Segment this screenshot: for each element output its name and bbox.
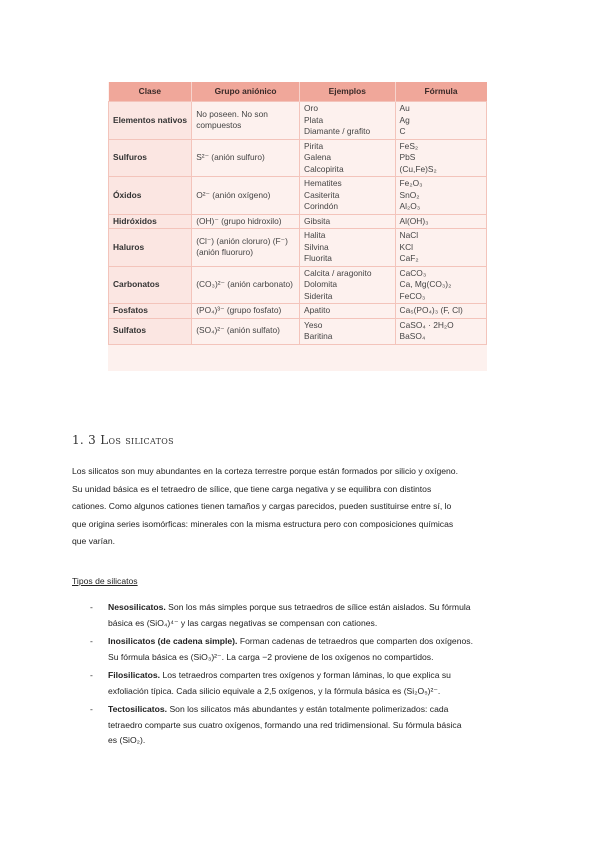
table-row bbox=[109, 318, 487, 344]
ejemplo-item: Siderita bbox=[304, 290, 333, 301]
ejemplo-item: Silvina bbox=[304, 241, 329, 252]
paragraph-line: Los silicatos son muy abundantes en la corteza terrestre porque están formados por silicio y oxígeno. bbox=[72, 466, 458, 476]
table-row bbox=[109, 102, 487, 140]
table-row bbox=[109, 177, 487, 215]
cell-grupo: (SO₄)²⁻ (anión sulfato) bbox=[192, 318, 300, 344]
table-row bbox=[109, 304, 487, 319]
formula-item: Fe₂O₃ bbox=[399, 178, 423, 188]
formula-item: C bbox=[399, 126, 406, 136]
cell-formula bbox=[395, 102, 486, 140]
bullet-text: tetraedro comparte sus cuatro oxígenos, formando una red tridimensional. Su fórmula básica bbox=[108, 719, 462, 730]
cell-ejemplos bbox=[300, 266, 396, 304]
header-grupo: Grupo aniónico bbox=[192, 82, 300, 102]
silicate-types-list bbox=[90, 600, 540, 752]
ejemplo-item: Gibsita bbox=[304, 215, 331, 226]
cell-clase: Sulfuros bbox=[109, 139, 192, 177]
cell-grupo: No poseen. No son compuestos bbox=[192, 102, 300, 140]
cell-ejemplos bbox=[300, 177, 396, 215]
formula-item: Au bbox=[399, 103, 410, 113]
cell-formula bbox=[395, 304, 486, 319]
bullet-text: exfoliación típica. Cada silicio equivale a 2,5 oxígenos, y la fórmula básica es (Si₂O₅)²⁻. bbox=[108, 685, 441, 696]
cell-clase: Óxidos bbox=[109, 177, 192, 215]
paragraph-line: cationes. Como algunos cationes tienen tamaños y cargas parecidos, pueden sustituirse entre sí, lo bbox=[72, 501, 452, 512]
header-formula: Fórmula bbox=[395, 82, 486, 102]
paragraph-line: que origina series isomórficas: minerales con la misma estructura pero con composiciones químicas bbox=[72, 518, 454, 529]
cell-grupo: (OH)⁻ (grupo hidroxilo) bbox=[192, 214, 300, 229]
cell-ejemplos bbox=[300, 304, 396, 319]
formula-item: CaF₂ bbox=[399, 253, 419, 263]
list-item bbox=[90, 668, 540, 699]
table-row bbox=[109, 229, 487, 267]
ejemplo-item: Baritina bbox=[304, 331, 333, 341]
table-row bbox=[109, 139, 487, 177]
cell-formula bbox=[395, 214, 486, 229]
mineral-classes-table bbox=[108, 82, 487, 345]
paragraph-line: que varían. bbox=[72, 536, 115, 547]
cell-grupo: (Cl⁻) (anión cloruro) (F⁻) (anión fluoruro) bbox=[192, 229, 300, 267]
ejemplo-item: Halita bbox=[304, 230, 326, 240]
cell-clase: Sulfatos bbox=[109, 318, 192, 344]
cell-formula bbox=[395, 266, 486, 304]
cell-ejemplos bbox=[300, 229, 396, 267]
formula-item: CaCO₃ bbox=[399, 267, 427, 278]
cell-ejemplos bbox=[300, 318, 396, 344]
formula-item: Al₂O₃ bbox=[399, 201, 421, 211]
formula-item: (Cu,Fe)S₂ bbox=[399, 163, 437, 174]
formula-item: FeS₂ bbox=[399, 140, 419, 151]
table-row bbox=[109, 214, 487, 229]
bullet-term: Tectosilicatos. bbox=[108, 704, 168, 714]
cell-ejemplos bbox=[300, 102, 396, 140]
cell-formula bbox=[395, 318, 486, 344]
cell-grupo: O²⁻ (anión oxígeno) bbox=[192, 177, 300, 215]
ejemplo-item: Pirita bbox=[304, 140, 324, 151]
header-ejemplos: Ejemplos bbox=[300, 82, 396, 102]
cell-grupo: (CO₃)²⁻ (anión carbonato) bbox=[192, 266, 300, 304]
bullet-dash: - bbox=[90, 704, 93, 714]
cell-clase: Hidróxidos bbox=[109, 214, 192, 229]
bullet-text: Los tetraedros comparten tres oxígenos y forman láminas, lo que explica su bbox=[160, 670, 451, 680]
cell-grupo: (PO₄)³⁻ (grupo fosfato) bbox=[192, 304, 300, 319]
list-item bbox=[90, 702, 540, 749]
ejemplo-item: Apatito bbox=[304, 305, 331, 315]
bullet-text: Su fórmula básica es (SiO₃)²⁻. La carga −2 proviene de los oxígenos no compartidos. bbox=[108, 651, 434, 662]
cell-formula bbox=[395, 177, 486, 215]
formula-item: Ca, Mg(CO₃)₂ bbox=[399, 279, 452, 289]
subheading-tipos: Tipos de silicatos bbox=[72, 576, 138, 586]
table-header-row bbox=[109, 82, 487, 102]
ejemplo-item: Oro bbox=[304, 103, 318, 113]
section-title: 1. 3 Los silicatos bbox=[72, 433, 174, 447]
bullet-dash: - bbox=[90, 602, 93, 612]
formula-item: NaCl bbox=[399, 230, 419, 240]
cell-ejemplos bbox=[300, 214, 396, 229]
bullet-dash: - bbox=[90, 670, 93, 680]
formula-item: FeCO₃ bbox=[399, 290, 426, 301]
formula-item: Ag bbox=[399, 114, 410, 125]
formula-item: BaSO₄ bbox=[399, 331, 426, 341]
bullet-text: básica es (SiO₄)⁴⁻ y las cargas negativas se compensan con cationes. bbox=[108, 617, 378, 628]
formula-item: SnO₂ bbox=[399, 189, 420, 200]
intro-paragraph bbox=[72, 463, 532, 551]
bullet-term: Filosilicatos. bbox=[108, 670, 161, 680]
cell-clase: Fosfatos bbox=[109, 304, 192, 319]
bullet-term: Inosilicatos (de cadena simple). bbox=[108, 636, 238, 646]
formula-item: PbS bbox=[399, 152, 416, 162]
ejemplo-item: Calcita / aragonito bbox=[304, 267, 372, 278]
cell-clase: Carbonatos bbox=[109, 266, 192, 304]
formula-item: KCl bbox=[399, 241, 414, 252]
header-clase: Clase bbox=[109, 82, 192, 102]
bullet-text: Forman cadenas de tetraedros que comparten dos oxígenos. bbox=[237, 636, 473, 646]
formula-item: Ca₅(PO₄)₃ (F, Cl) bbox=[399, 305, 463, 315]
ejemplo-item: Hematites bbox=[304, 178, 342, 188]
bullet-text: Son los silicatos más abundantes y están totalmente polimerizados: cada bbox=[167, 704, 449, 714]
cell-clase: Elementos nativos bbox=[109, 102, 192, 140]
bullet-text: Son los más simples porque sus tetraedros de sílice están aislados. Su fórmula bbox=[165, 602, 471, 612]
ejemplo-item: Dolomita bbox=[304, 279, 338, 289]
list-item bbox=[90, 634, 540, 665]
bullet-term: Nesosilicatos. bbox=[108, 602, 166, 612]
ejemplo-item: Diamante / grafito bbox=[304, 126, 371, 136]
bullet-text: es (SiO₂). bbox=[108, 735, 146, 745]
table-row bbox=[109, 266, 487, 304]
ejemplo-item: Plata bbox=[304, 114, 324, 125]
ejemplo-item: Yeso bbox=[304, 319, 323, 330]
formula-item: Al(OH)₃ bbox=[399, 215, 429, 226]
ejemplo-item: Corindón bbox=[304, 201, 339, 211]
list-item bbox=[90, 600, 540, 631]
bullet-dash: - bbox=[90, 636, 93, 646]
formula-item: CaSO₄ · 2H₂O bbox=[399, 319, 454, 330]
cell-clase: Haluros bbox=[109, 229, 192, 267]
ejemplo-item: Casiterita bbox=[304, 189, 340, 200]
cell-formula bbox=[395, 139, 486, 177]
cell-ejemplos bbox=[300, 139, 396, 177]
ejemplo-item: Fluorita bbox=[304, 253, 332, 263]
ejemplo-item: Galena bbox=[304, 152, 332, 162]
cell-grupo: S²⁻ (anión sulfuro) bbox=[192, 139, 300, 177]
paragraph-line: Su unidad básica es el tetraedro de sílice, que tiene carga negativa y se equilibra con distintos bbox=[72, 483, 432, 494]
ejemplo-item: Calcopirita bbox=[304, 163, 344, 174]
cell-formula bbox=[395, 229, 486, 267]
